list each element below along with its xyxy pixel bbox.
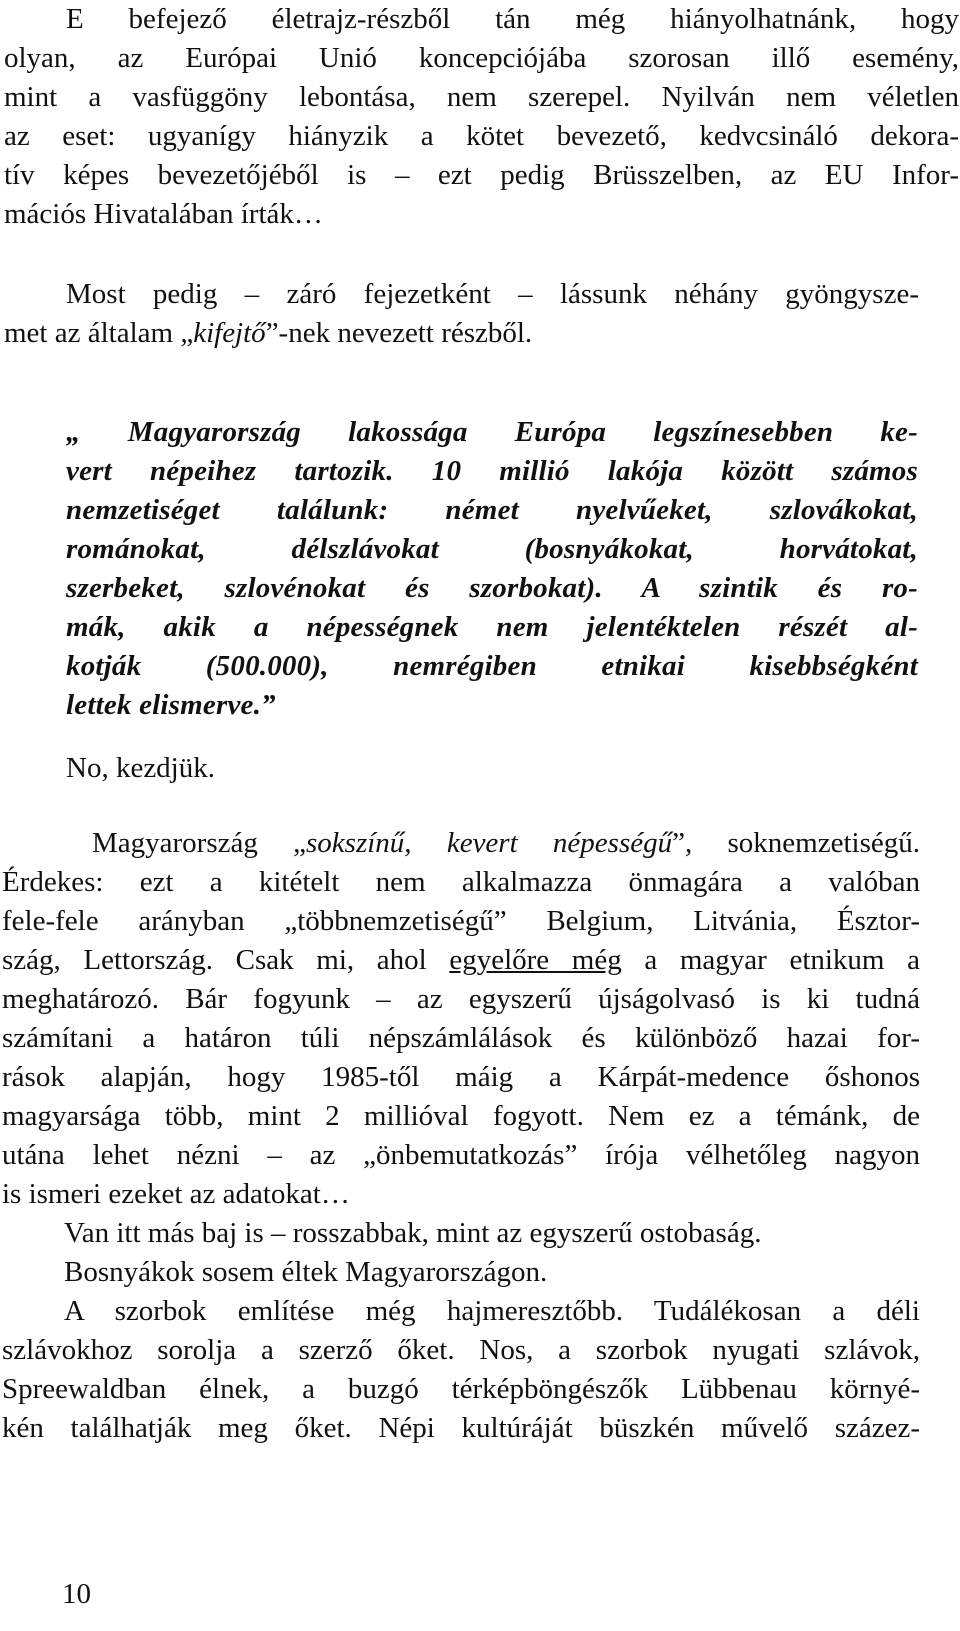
underlined-emphasis: egyelőre még [449,944,622,976]
quote-line: kotják (500.000), nemrégiben etnikai kisebbségként [66,650,918,682]
text-line: Most pedig – záró fejezetként – lássunk néhány gyöngysze- [66,278,919,310]
text-line: magyarsága több, mint 2 millióval fogyott. Nem ez a témánk, de [2,1100,920,1132]
quote-line: románokat, délszlávokat (bosnyákokat, horvátokat, [66,533,918,565]
text-line: tív képes bevezetőjéből is – ezt pedig Brüsszelben, az EU Infor- [4,159,959,191]
quote-line: szerbeket, szlovénokat és szorbokat). A szintik és ro- [66,572,918,604]
text-line: olyan, az Európai Unió koncepciójába szorosan illő esemény, [4,42,959,74]
text-line: szág, Lettország. Csak mi, ahol egyelőre még a magyar etnikum a [2,944,920,976]
text-line: E befejező életrajz-részből tán még hiányolhatnánk, hogy [66,3,959,35]
text-line: mációs Hivatalában írták… [4,198,323,230]
block-quote [66,413,918,725]
quote-line: mák, akik a népességnek nem jelentéktelen részét al- [66,611,918,643]
quote-line: nemzetiséget találunk: német nyelvűeket, szlovákokat, [66,494,918,526]
text-line: fele-fele arányban „többnemzetiségű” Belgium, Litvánia, Észtor- [2,905,920,937]
text-line: meghatározó. Bár fogyunk – az egyszerű újságolvasó is ki tudná [2,983,920,1015]
paragraph-most-pedig [4,275,919,353]
quote-line: „ Magyarország lakossága Európa legszínesebben ke- [66,416,918,448]
text-line: Bosnyákok sosem éltek Magyarországon. [64,1256,548,1288]
text-line: No, kezdjük. [66,752,215,784]
quote-line: lettek elismerve.” [66,689,276,721]
text-line: utána lehet nézni – az „önbemutatkozás” írója vélhetőleg nagyon [2,1139,920,1171]
paragraph-main [2,824,920,1448]
text-line: Magyarország „sokszínű, kevert népességű”, soknemzetiségű. [92,827,920,859]
text-line: szlávokhoz sorolja a szerző őket. Nos, a szorbok nyugati szlávok, [2,1334,920,1366]
text-line: kén találhatják meg őket. Népi kultúráját büszkén művelő százez- [2,1412,920,1444]
text-line: Spreewaldban élnek, a buzgó térképböngészők Lübbenau környé- [2,1373,920,1405]
page-number: 10 [62,1578,91,1610]
text-line: mint a vasfüggöny lebontása, nem szerepel. Nyilván nem véletlen [4,81,959,113]
text-line: Van itt más baj is – rosszabbak, mint az egyszerű ostobaság. [64,1217,762,1249]
emphasis: kifejtő [193,317,266,349]
text-line: számítani a határon túli népszámlálások és különböző hazai for- [2,1022,920,1054]
paragraph-kezdjuk [66,749,366,788]
text-line: az eset: ugyanígy hiányzik a kötet bevezető, kedvcsináló dekora- [4,120,959,152]
text-line: rások alapján, hogy 1985-től máig a Kárpát-medence őshonos [2,1061,920,1093]
text-line: met az általam „kifejtő”-nek nevezett részből. [4,317,533,349]
emphasis: sokszínű, kevert népességű [306,827,673,859]
text-line: is ismeri ezeket az adatokat… [2,1178,350,1210]
text-line: Érdekes: ezt a kitételt nem alkalmazza önmagára a valóban [2,866,920,898]
paragraph-intro [4,0,959,234]
text-line: A szorbok említése még hajmeresztőbb. Tudálékosan a déli [64,1295,920,1327]
quote-line: vert népeihez tartozik. 10 millió lakója között számos [66,455,918,487]
